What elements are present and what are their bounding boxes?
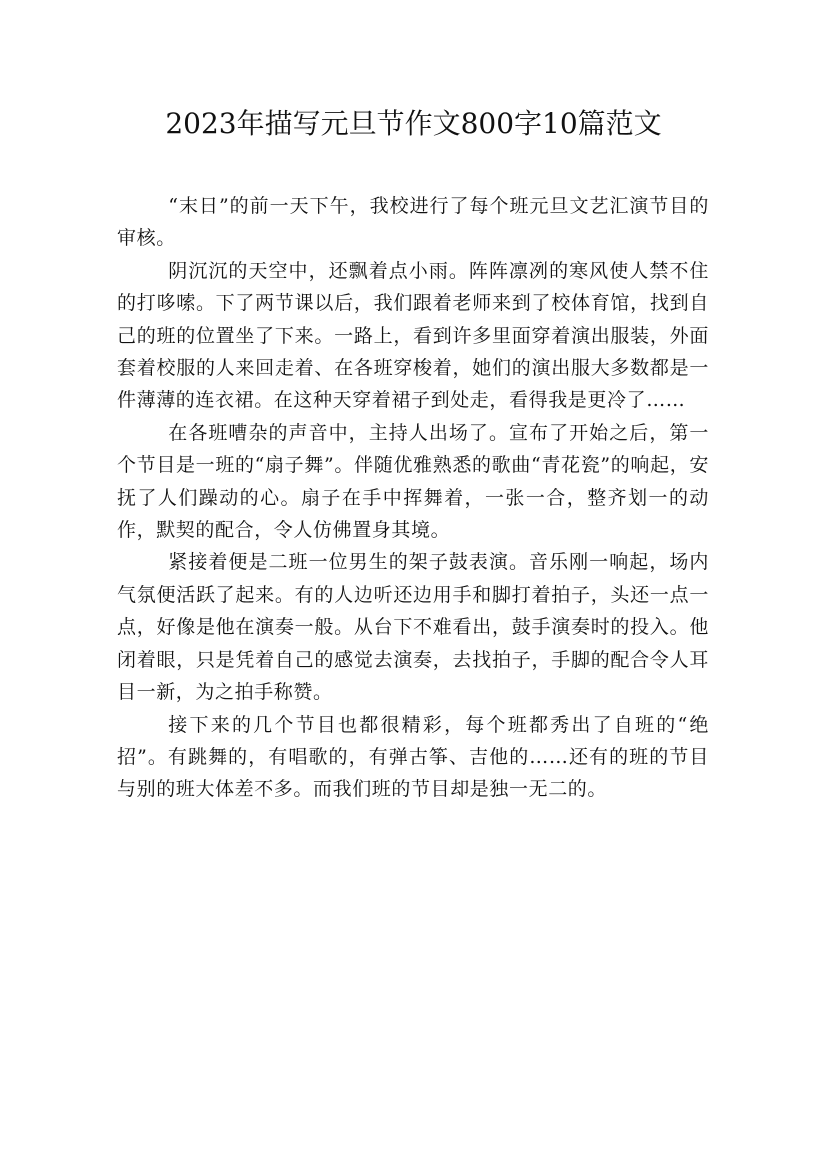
paragraph-2: 阴沉沉的天空中，还飘着点小雨。阵阵凛冽的寒风使人禁不住的打哆嗦。下了两节课以后，我们跟着老师来到了校体育馆，找到自己的班的位置坐了下来。一路上，看到许多里面穿着演出服装，外面套着校服的人来回走着、在各班穿梭着，她们的演出服大多数都是一件薄薄的连衣裙。在这种天穿着裙子到处走，看得我是更冷了……	[117, 259, 709, 412]
document-title: 2023年描写元旦节作文800字10篇范文	[165, 107, 662, 140]
document-body	[117, 190, 709, 806]
paragraph-4: 紧接着便是二班一位男生的架子鼓表演。音乐刚一响起，场内气氛便活跃了起来。有的人边听还边用手和脚打着拍子，头还一点一点，好像是他在演奏一般。从台下不难看出，鼓手演奏时的投入。他闭着眼，只是凭着自己的感觉去演奏，去找拍子，手脚的配合令人耳目一新，为之拍手称赞。	[117, 551, 709, 704]
paragraph-1: “末日”的前一天下午，我校进行了每个班元旦文艺汇演节目的审核。	[117, 195, 709, 250]
paragraph-5: 接下来的几个节目也都很精彩，每个班都秀出了自班的“绝招”。有跳舞的，有唱歌的，有弹古筝、吉他的……还有的班的节目与别的班大体差不多。而我们班的节目却是独一无二的。	[117, 713, 709, 801]
paragraph-3: 在各班嘈杂的声音中，主持人出场了。宣布了开始之后，第一个节目是一班的“扇子舞”。伴随优雅熟悉的歌曲“青花瓷”的响起，安抚了人们躁动的心。扇子在手中挥舞着，一张一合，整齐划一的动作，默契的配合，令人仿佛置身其境。	[117, 421, 709, 542]
